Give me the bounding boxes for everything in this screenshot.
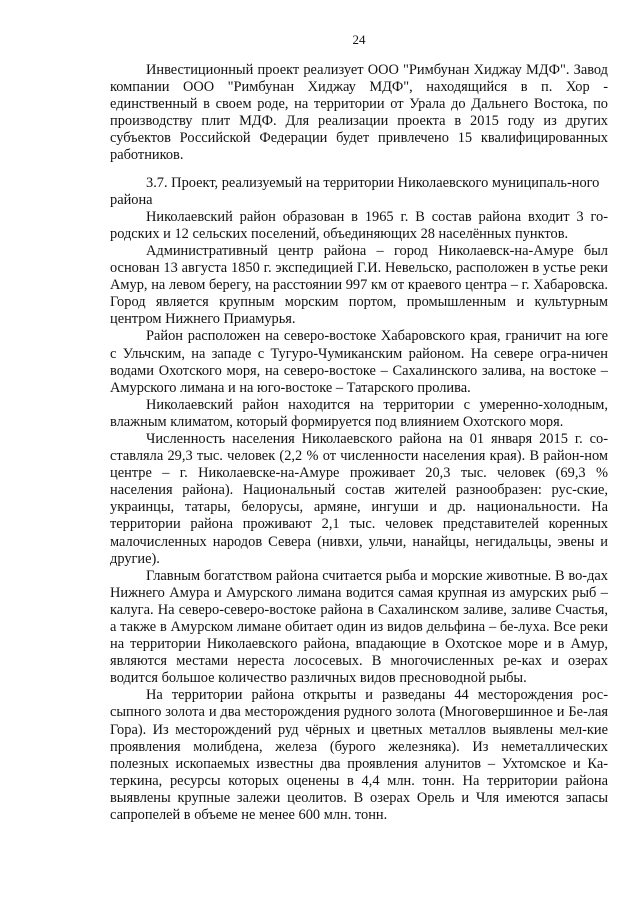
paragraph-investment-project: Инвестиционный проект реализует ООО "Римбунан Хиджау МДФ". Завод компании ООО "Римбунан Хиджау МДФ", находящийся в п. Хор - единственный в своем роде, на территории от Урала до Дальнего Востока, по производству плит МДФ. Для реализации проекта в 2015 году из других субъектов Российской Федерации будет привлечено 15 квалифицированных работников.: [110, 62, 608, 164]
paragraph-location: Район расположен на северо-востоке Хабаровского края, граничит на юге с Ульчским, на западе с Тугуро-Чумиканским районом. На севере огра-ничен водами Охотского моря, на северо-востоке – Сахалинского залива, на востоке – Амурского лимана и на юго-востоке – Татарского пролива.: [110, 328, 608, 396]
paragraph-fish-resources: Главным богатством района считается рыба и морские животные. В во-дах Нижнего Амура и Амурского лимана водится самая крупная из амурских рыб – калуга. На северо-северо-востоке района в Сахалинском заливе, заливе Счастья, а также в Амурском лимане обитает один из видов дельфина – бе-луха. Все реки на территории Николаевского района, впадающие в Охотское море и в Амур, являются местами нереста лососевых. В многочисленных ре-ках и озерах водится большое количество различных видов пресноводной рыбы.: [110, 567, 608, 687]
page-number: 24: [352, 32, 366, 47]
section-heading-3-7: 3.7. Проект, реализуемый на территории Николаевского муниципаль-ного района: [110, 174, 600, 208]
document-body: [110, 62, 608, 824]
paragraph-population: Численность населения Николаевского района на 01 января 2015 г. со-ставляла 29,3 тыс. человек (2,2 % от численности населения края). В район-ном центре – г. Николаевске-на-Амуре проживает 20,3 тыс. человек (69,3 % населения района). Национальный состав жителей разнообразен: рус-ские, украинцы, татары, белорусы, армяне, ингуши и др. национальности. На территории района проживают 2,1 тыс. человек представителей коренных малочисленных народов Севера (нивхи, ульчи, нанайцы, негидальцы, эвены и другие).: [110, 430, 608, 567]
paragraph-district-formation: Николаевский район образован в 1965 г. В состав района входит 3 го-родских и 12 сельских поселений, объединяющих 28 населённых пунктов.: [110, 208, 608, 242]
paragraph-mineral-deposits: На территории района открыты и разведаны 44 месторождения рос-сыпного золота и два месторождения рудного золота (Многовершинное и Бе-лая Гора). Из месторождений руд чёрных и цветных металлов выявлены мел-кие проявления молибдена, железа (бурого железняка). Из неметаллических полезных ископаемых известны два проявления алунитов – Ухтомское и Ка-теркина, ресурсы которых оценены в 4,4 млн. тонн. На территории района выявлены крупные залежи цеолитов. В озерах Орель и Чля имеются запасы сапропелей в объеме не менее 600 млн. тонн.: [110, 687, 608, 824]
paragraph-administrative-center: Административный центр района – город Николаевск-на-Амуре был основан 13 августа 1850 г. экспедицией Г.И. Невельско, расположен в устье реки Амур, на левом берегу, на расстоянии 997 км от краевого центра – г. Хабаровска. Город является крупным морским портом, промышленным и культурным центром Нижнего Приамурья.: [110, 242, 608, 328]
paragraph-climate: Николаевский район находится на территории с умеренно-холодным, влажным климатом, который формируется под влиянием Охотского моря.: [110, 396, 608, 430]
